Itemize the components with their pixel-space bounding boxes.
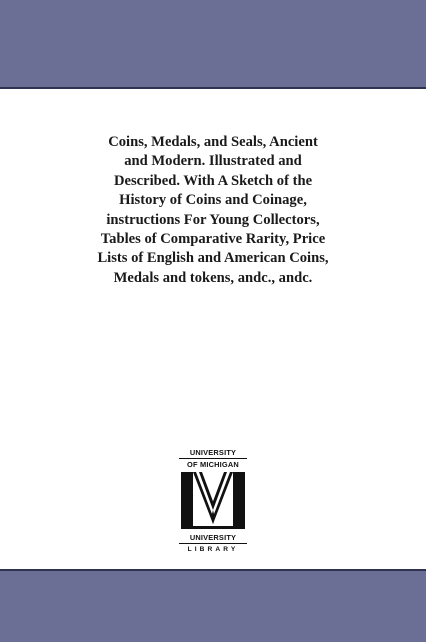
bottom-color-band xyxy=(0,569,426,642)
logo-bottom-text xyxy=(177,533,249,554)
title-line: Lists of English and American Coins, xyxy=(97,250,329,267)
title-line: Medals and tokens, andc., andc. xyxy=(113,269,313,286)
title-line: History of Coins and Coinage, xyxy=(119,192,307,209)
title-line: Tables of Comparative Rarity, Price xyxy=(100,231,326,248)
title-line: instructions For Young Collectors, xyxy=(106,211,320,228)
title-line: Described. With A Sketch of the xyxy=(113,172,313,189)
logo-top-line-university: UNIVERSITY xyxy=(189,448,237,457)
logo-divider xyxy=(179,458,247,459)
book-title xyxy=(48,133,378,288)
title-line: and Modern. Illustrated and xyxy=(124,153,302,170)
logo-bottom-line-library: LIBRARY xyxy=(187,546,239,553)
university-of-michigan-library-m-icon xyxy=(178,470,248,530)
top-color-band xyxy=(0,0,426,89)
university-library-logo xyxy=(177,448,249,564)
logo-bottom-line-university: UNIVERSITY xyxy=(189,533,237,542)
logo-divider xyxy=(179,543,247,544)
logo-top-text xyxy=(177,448,249,469)
title-line: Coins, Medals, and Seals, Ancient xyxy=(108,134,318,150)
logo-top-line-michigan: OF MICHIGAN xyxy=(187,460,239,469)
